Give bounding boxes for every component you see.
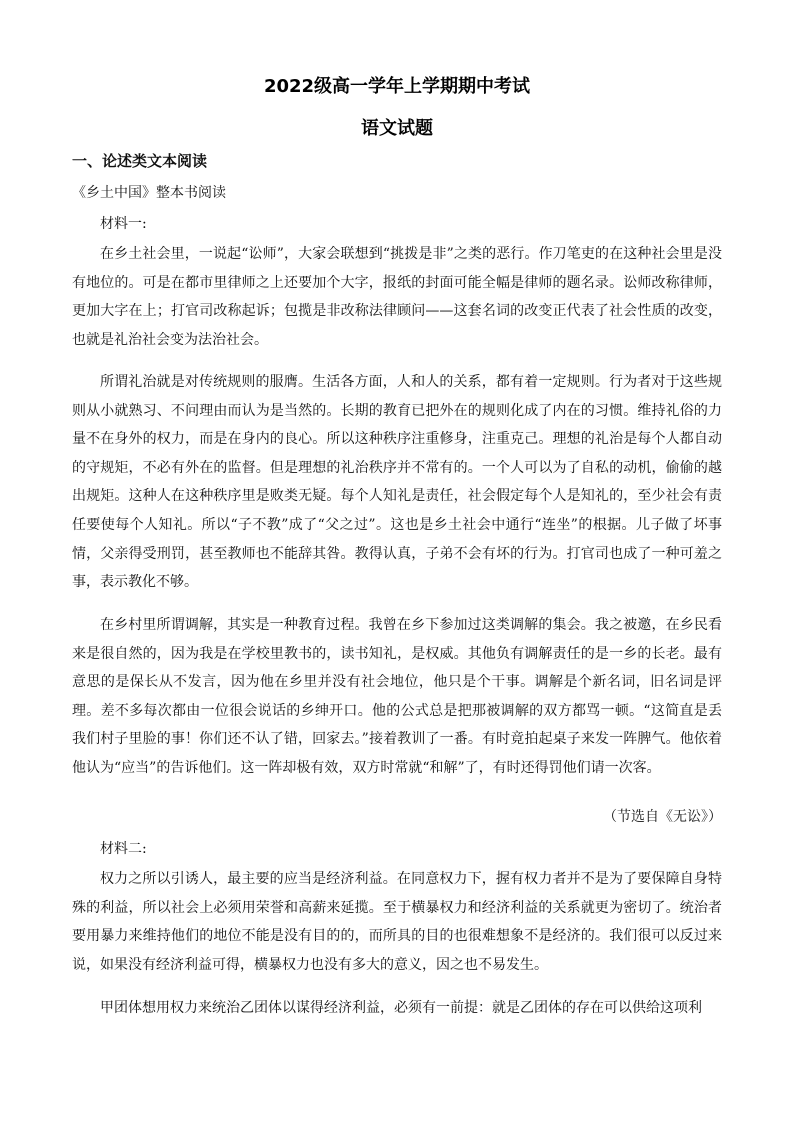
material2-paragraph: 权力之所以引诱人，最主要的应当是经济利益。在同意权力下，握有权力者并不是为了要保障自身特殊的利益，所以社会上必须用荣誉和高薪来延揽。至于横暴权力和经济利益的关系就更为密切了。统治者要用暴力来维持他们的地位不能是没有目的的，而所具的目的也很难想象不是经济的。我们很可以反过来说，如果没有经济利益可得，横暴权力也没有多大的意义，因之也不易发生。 — [72, 871, 722, 973]
material2-paragraph: 甲团体想用权力来统治乙团体以谋得经济利益，必须有一前提：就是乙团体的存在可以供给这项利 — [100, 1000, 702, 1016]
source-note: （节选自《无讼》） — [603, 809, 722, 825]
subject-title: 语文试题 — [361, 118, 433, 139]
material2-label: 材料二: — [100, 841, 147, 857]
section-heading: 一、论述类文本阅读 — [72, 152, 208, 170]
material1-paragraph: 在乡土社会里，一说起“讼师”，大家会联想到“挑拨是非”之类的恶行。作刀笔吏的在这种社会里是没有地位的。可是在都市里律师之上还要加个大字，报纸的封面可能全幅是律师的题名录。讼师改称律师，更加大字在上；打官司改称起诉；包揽是非改称法律顾问——这套名词的改变正代表了社会性质的改变，也就是礼治社会变为法治社会。 — [72, 246, 722, 348]
exam-title: 2022级高一学年上学期期中考试 — [263, 76, 531, 97]
material1-paragraph: 在乡村里所谓调解，其实是一种教育过程。我曾在乡下参加过这类调解的集会。我之被邀，在乡民看来是很自然的，因为我是在学校里教书的，读书知礼，是权威。其他负有调解责任的是一乡的长老。最有意思的是保长从不发言，因为他在乡里并没有社会地位，他只是个干事。调解是个新名词，旧名词是评理。差不多每次都由一位很会说话的乡绅开口。他的公式总是把那被调解的双方都骂一顿。“这简直是丢我们村子里脸的事！你们还不认了错，回家去。”接着教训了一番。有时竟拍起桌子来发一阵脾气。他依着他认为“应当”的告诉他们。这一阵却极有效，双方时常就“和解”了，有时还得罚他们请一次客。 — [72, 617, 722, 776]
material1-label: 材料一: — [100, 216, 147, 232]
material1-paragraph: 所谓礼治就是对传统规则的服膺。生活各方面，人和人的关系，都有着一定规则。行为者对于这些规则从小就熟习、不问理由而认为是当然的。长期的教育已把外在的规则化成了内在的习惯。维持礼俗的力量不在身外的权力，而是在身内的良心。所以这种秩序注重修身，注重克己。理想的礼治是每个人都自动的守规矩，不必有外在的监督。但是理想的礼治秩序并不常有的。一个人可以为了自私的动机，偷偷的越出规矩。这种人在这种秩序里是败类无疑。每个人知礼是责任，社会假定每个人是知礼的，至少社会有责任要使每个人知礼。所以“子不教”成了“父之过”。这也是乡土社会中通行“连坐”的根据。儿子做了坏事情，父亲得受刑罚，甚至教师也不能辞其咎。教得认真，子弟不会有坏的行为。打官司也成了一种可羞之事，表示教化不够。 — [72, 374, 722, 591]
reading-subtitle: 《乡土中国》整本书阅读 — [72, 185, 226, 201]
